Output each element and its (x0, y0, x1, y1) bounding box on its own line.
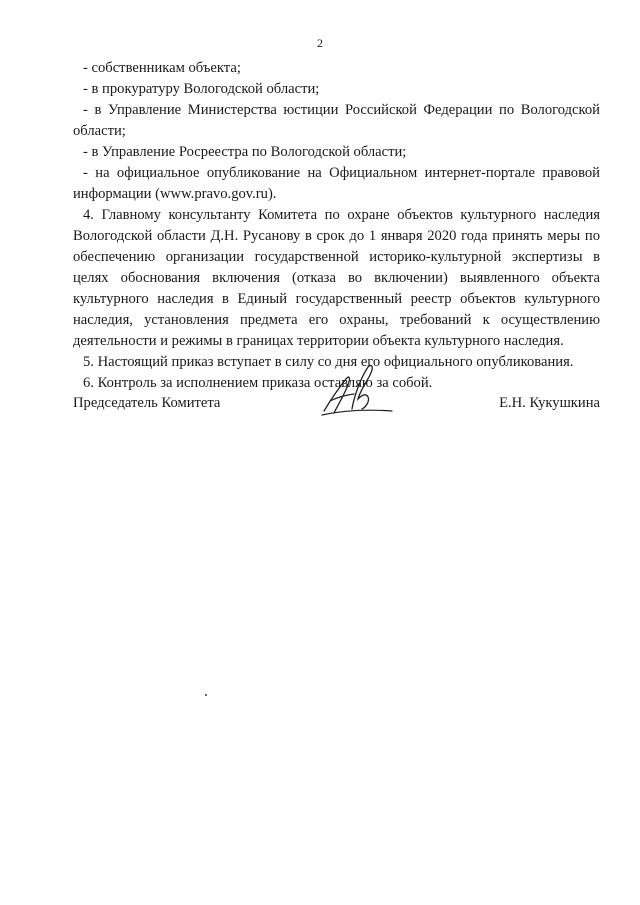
recipient-prosecutor: - в прокуратуру Вологодской области; (83, 81, 320, 97)
handwritten-signature-icon (316, 361, 396, 423)
recipient-owners: - собственникам объекта; (83, 60, 241, 76)
recipient-justice-ministry: - в Управление Министерства юстиции Российской Федерации по Вологодской области; (73, 102, 600, 139)
recipient-rosreestr: - в Управление Росреестра по Вологодской области; (83, 144, 407, 160)
stray-mark (205, 694, 207, 696)
page-number: 2 (317, 36, 323, 50)
signer-name: Е.Н. Кукушкина (499, 395, 600, 411)
signature-block (73, 387, 600, 427)
document-body (73, 58, 600, 394)
recipient-publication: - на официальное опубликование на Официальном интернет-портале правовой информации (www.pravo.gov.ru). (73, 165, 600, 202)
clause-6: 6. Контроль за исполнением приказа оставляю за собой. (83, 375, 433, 391)
clause-4: 4. Главному консультанту Комитета по охране объектов культурного наследия Вологодской области Д.Н. Русанову в срок до 1 января 2020 года принять меры по обеспечению организации государственной историко-культурной экспертизы в целях обоснования включения (отказа во включении) выявленного объекта культурного наследия в Единый государственный реестр объектов культурного наследия, установления предмета его охраны, требований к осуществлению деятельности и режимы в границах территории объекта культурного наследия. (73, 207, 600, 349)
clause-5: 5. Настоящий приказ вступает в силу со дня его официального опубликования. (83, 354, 574, 370)
signer-position: Председатель Комитета (73, 395, 221, 411)
